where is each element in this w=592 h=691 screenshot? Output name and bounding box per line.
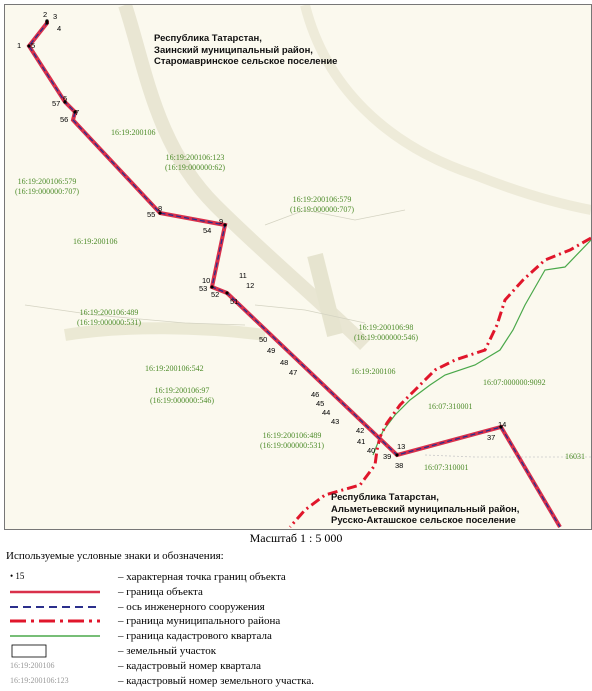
point-label-1[interactable]: 1	[17, 41, 22, 50]
point-label-45[interactable]: 45	[316, 399, 325, 408]
point-label-41[interactable]: 41	[357, 437, 366, 446]
point-label-8[interactable]: 8	[158, 204, 163, 213]
quarter-label[interactable]: 16:07:310001	[428, 402, 473, 411]
point-dot-13	[395, 453, 398, 456]
parcel-label[interactable]: 16:19:200106:98 (16:19:000000:546)	[354, 323, 418, 342]
legend-point-sample	[10, 570, 100, 585]
legend-quarter-border-text: – граница кадастрового квартала	[118, 630, 272, 642]
parcel-label[interactable]: 16:19:200106:542	[145, 364, 204, 373]
legend-row-quarter-number	[10, 659, 580, 674]
legend-parcel-number-sample	[10, 674, 100, 689]
quarter-label[interactable]: 16:19:200106	[111, 128, 156, 137]
legend-parcel-number-text: – кадастровый номер земельного участка.	[118, 675, 314, 687]
point-label-38[interactable]: 38	[395, 461, 404, 470]
point-label-4[interactable]: 4	[57, 24, 62, 33]
legend-row-quarter-border	[10, 629, 580, 644]
scale-label: Масштаб 1 : 5 000	[249, 531, 343, 545]
terrain-band	[305, 5, 591, 210]
map-area[interactable]	[4, 4, 592, 530]
legend-row-municipal	[10, 614, 580, 629]
terrain-band	[315, 255, 335, 335]
parcel-label[interactable]: 16:19:200106:489 (16:19:000000:531)	[260, 431, 324, 450]
point-label-13[interactable]: 13	[397, 442, 406, 451]
legend-quarter-border-sample	[10, 629, 100, 644]
region-label-zainsk: Республика Татарстан, Заинский муниципальный район, Старомавринское сельское поселение	[154, 33, 338, 67]
point-label-3[interactable]: 3	[53, 12, 58, 21]
point-dot-4	[45, 21, 48, 24]
legend-axis-text: – ось инженерного сооружения	[118, 601, 265, 613]
point-label-39[interactable]: 39	[383, 452, 392, 461]
point-label-6[interactable]: 6	[63, 94, 68, 103]
municipal-border-line	[290, 238, 591, 527]
point-label-43[interactable]: 43	[331, 417, 340, 426]
point-label-7[interactable]: 7	[75, 108, 80, 117]
legend-title: Используемые условные знаки и обозначения:	[6, 550, 224, 562]
point-label-12[interactable]: 12	[246, 281, 255, 290]
point-label-11[interactable]: 11	[239, 271, 247, 280]
legend-municipal-text: – граница муниципального района	[118, 615, 281, 627]
legend-row-parcel-number	[10, 674, 580, 689]
point-label-37[interactable]: 37	[487, 433, 496, 442]
parcel-label[interactable]: 16:19:200106:123 (16:19:000000:62)	[165, 153, 225, 172]
legend-quarter-number-sample	[10, 659, 100, 674]
region-label-almet: Республика Татарстан, Альметьевский муниципальный район, Русско-Акташское сельское поселение	[331, 492, 520, 526]
quarter-label[interactable]: 16:19:200106	[351, 367, 396, 376]
parcel-label[interactable]: 16:19:200106:489 (16:19:000000:531)	[77, 308, 141, 327]
point-label-5[interactable]: 5	[31, 41, 36, 50]
legend-land-plot-text: – земельный участок	[118, 645, 217, 657]
point-label-10[interactable]: 10	[202, 276, 211, 285]
point-dot-10	[210, 285, 213, 288]
quarter-label[interactable]: 16031	[565, 452, 585, 461]
point-label-57[interactable]: 57	[52, 99, 61, 108]
point-label-48[interactable]: 48	[280, 358, 289, 367]
point-label-42[interactable]: 42	[356, 426, 365, 435]
point-label-47[interactable]: 47	[289, 368, 298, 377]
point-label-49[interactable]: 49	[267, 346, 276, 355]
quarter-label[interactable]: 16:07:000000:9092	[483, 378, 546, 387]
point-label-14[interactable]: 14	[498, 420, 507, 429]
legend-axis-sample	[10, 600, 100, 615]
terrain-band	[65, 328, 265, 335]
point-label-56[interactable]: 56	[60, 115, 69, 124]
point-label-55[interactable]: 55	[147, 210, 156, 219]
parcel-label[interactable]: 16:19:200106:579 (16:19:000000:707)	[15, 177, 79, 196]
quarter-border-line	[373, 240, 591, 455]
point-dot-12	[225, 291, 228, 294]
quarter-label[interactable]: 16:07:310001	[424, 463, 469, 472]
legend-row-axis	[10, 600, 580, 615]
point-label-51[interactable]: 51	[230, 297, 239, 306]
point-label-52[interactable]: 52	[211, 290, 220, 299]
parcel-label[interactable]: 16:19:200106:97 (16:19:000000:546)	[150, 386, 214, 405]
point-label-44[interactable]: 44	[322, 408, 331, 417]
quarter-label[interactable]: 16:19:200106	[73, 237, 118, 246]
legend-object-border-sample	[10, 585, 100, 600]
legend-object-border-text: – граница объекта	[118, 586, 203, 598]
legend-row-point	[10, 570, 580, 585]
legend-row-land-plot	[10, 644, 580, 659]
legend-parcel-number-sample-text: 16:19:200106:123	[10, 676, 69, 685]
legend-point-text: – характерная точка границ объекта	[118, 571, 286, 583]
legend-land-plot-sample	[10, 644, 100, 659]
point-label-53[interactable]: 53	[199, 284, 208, 293]
legend-municipal-sample	[10, 614, 100, 629]
legend-quarter-number-text: – кадастровый номер квартала	[118, 660, 262, 672]
point-label-54[interactable]: 54	[203, 226, 212, 235]
parcel-label[interactable]: 16:19:200106:579 (16:19:000000:707)	[290, 195, 354, 214]
point-label-9[interactable]: 9	[219, 217, 224, 226]
point-dot-9	[223, 223, 226, 226]
point-label-40[interactable]: 40	[367, 446, 376, 455]
point-label-2[interactable]: 2	[43, 10, 48, 19]
legend-row-object-border	[10, 585, 580, 600]
legend-point-sample-text: • 15	[10, 571, 25, 581]
point-label-50[interactable]: 50	[259, 335, 268, 344]
legend-quarter-number-sample-text: 16:19:200106	[10, 661, 55, 670]
point-label-46[interactable]: 46	[311, 390, 320, 399]
